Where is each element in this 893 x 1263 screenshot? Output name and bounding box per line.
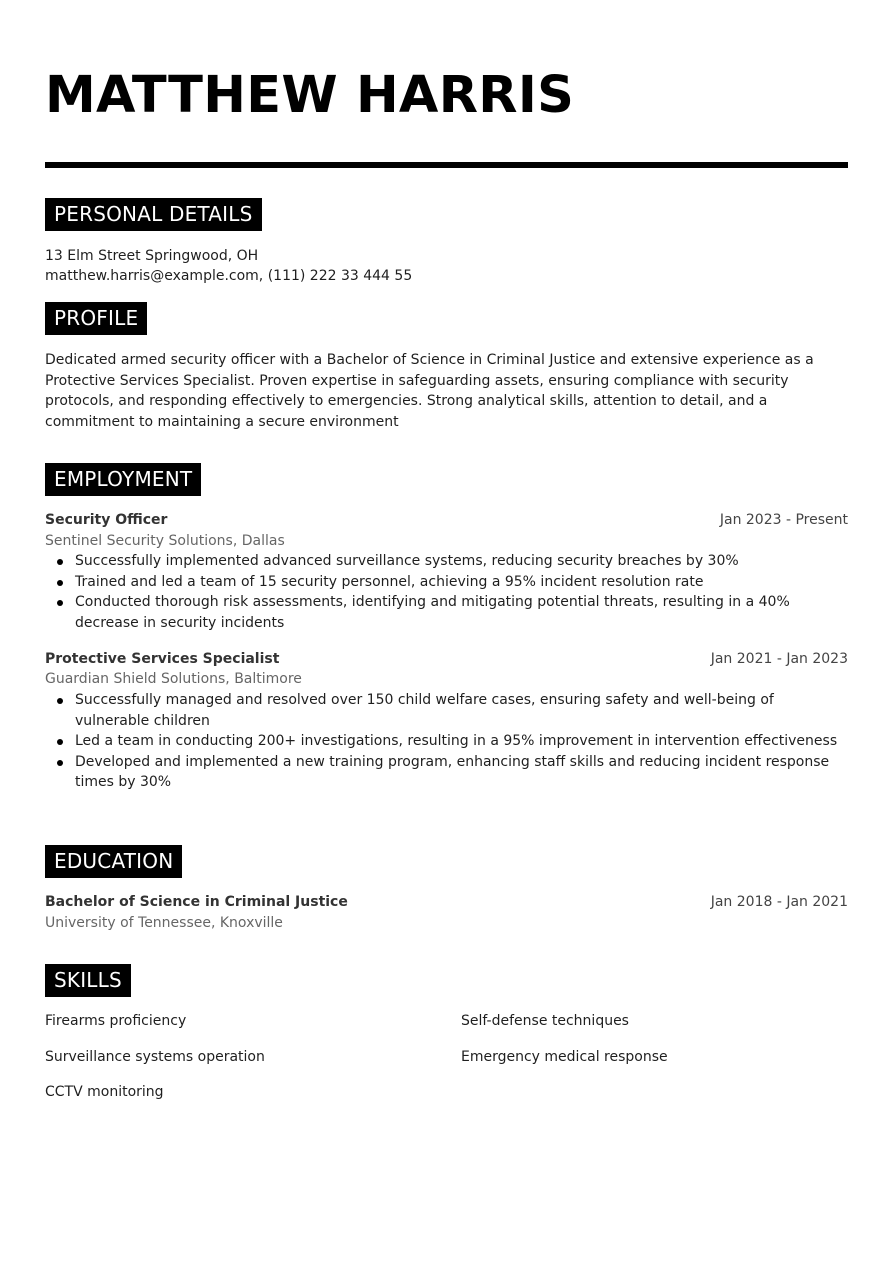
education-dates: Jan 2018 - Jan 2021 <box>710 894 848 910</box>
job-bullet: Successfully managed and resolved over 150 child welfare cases, ensuring safety and well-being of vulnerable children <box>45 690 848 731</box>
skill-item: Self-defense techniques <box>461 1013 629 1029</box>
job-employer: Guardian Shield Solutions, Baltimore <box>45 671 302 687</box>
section-heading-profile: PROFILE <box>45 302 147 335</box>
skill-item: Surveillance systems operation <box>45 1049 265 1065</box>
job-title: Security Officer <box>45 512 168 528</box>
job-bullet: Conducted thorough risk assessments, identifying and mitigating potential threats, resulting in a 40% decrease in security incidents <box>45 592 848 633</box>
contact-text: matthew.harris@example.com, (111) 222 33 444 55 <box>45 268 413 284</box>
job-bullet: Successfully implemented advanced surveillance systems, reducing security breaches by 30% <box>45 551 848 572</box>
candidate-name: MATTHEW HARRIS <box>45 66 575 125</box>
header-divider <box>45 162 848 168</box>
skill-item: Emergency medical response <box>461 1049 668 1065</box>
job-title: Protective Services Specialist <box>45 651 280 667</box>
section-heading-skills: SKILLS <box>45 964 131 997</box>
job-dates: Jan 2023 - Present <box>719 512 848 528</box>
job-bullet-list <box>45 690 848 793</box>
job-bullet: Led a team in conducting 200+ investigations, resulting in a 95% improvement in intervention effectiveness <box>45 731 848 752</box>
profile-summary: Dedicated armed security officer with a Bachelor of Science in Criminal Justice and extensive experience as a Protective Services Specialist. Proven expertise in safeguarding assets, ensuring compliance with security protocols, and responding effectively to emergencies. Strong analytical skills, attention to detail, and a commitment to maintaining a secure environment <box>45 352 814 430</box>
skill-item: CCTV monitoring <box>45 1084 164 1100</box>
job-employer: Sentinel Security Solutions, Dallas <box>45 533 285 549</box>
address-text: 13 Elm Street Springwood, OH <box>45 248 259 264</box>
section-heading-education: EDUCATION <box>45 845 182 878</box>
job-bullet: Trained and led a team of 15 security personnel, achieving a 95% incident resolution rate <box>45 572 848 593</box>
section-heading-personal-details: PERSONAL DETAILS <box>45 198 262 231</box>
job-bullet: Developed and implemented a new training program, enhancing staff skills and reducing incident response times by 30% <box>45 752 848 793</box>
job-bullet-list <box>45 551 848 633</box>
section-heading-employment: EMPLOYMENT <box>45 463 201 496</box>
job-dates: Jan 2021 - Jan 2023 <box>710 651 848 667</box>
school-name: University of Tennessee, Knoxville <box>45 915 283 931</box>
skill-item: Firearms proficiency <box>45 1013 187 1029</box>
degree-title: Bachelor of Science in Criminal Justice <box>45 894 348 910</box>
